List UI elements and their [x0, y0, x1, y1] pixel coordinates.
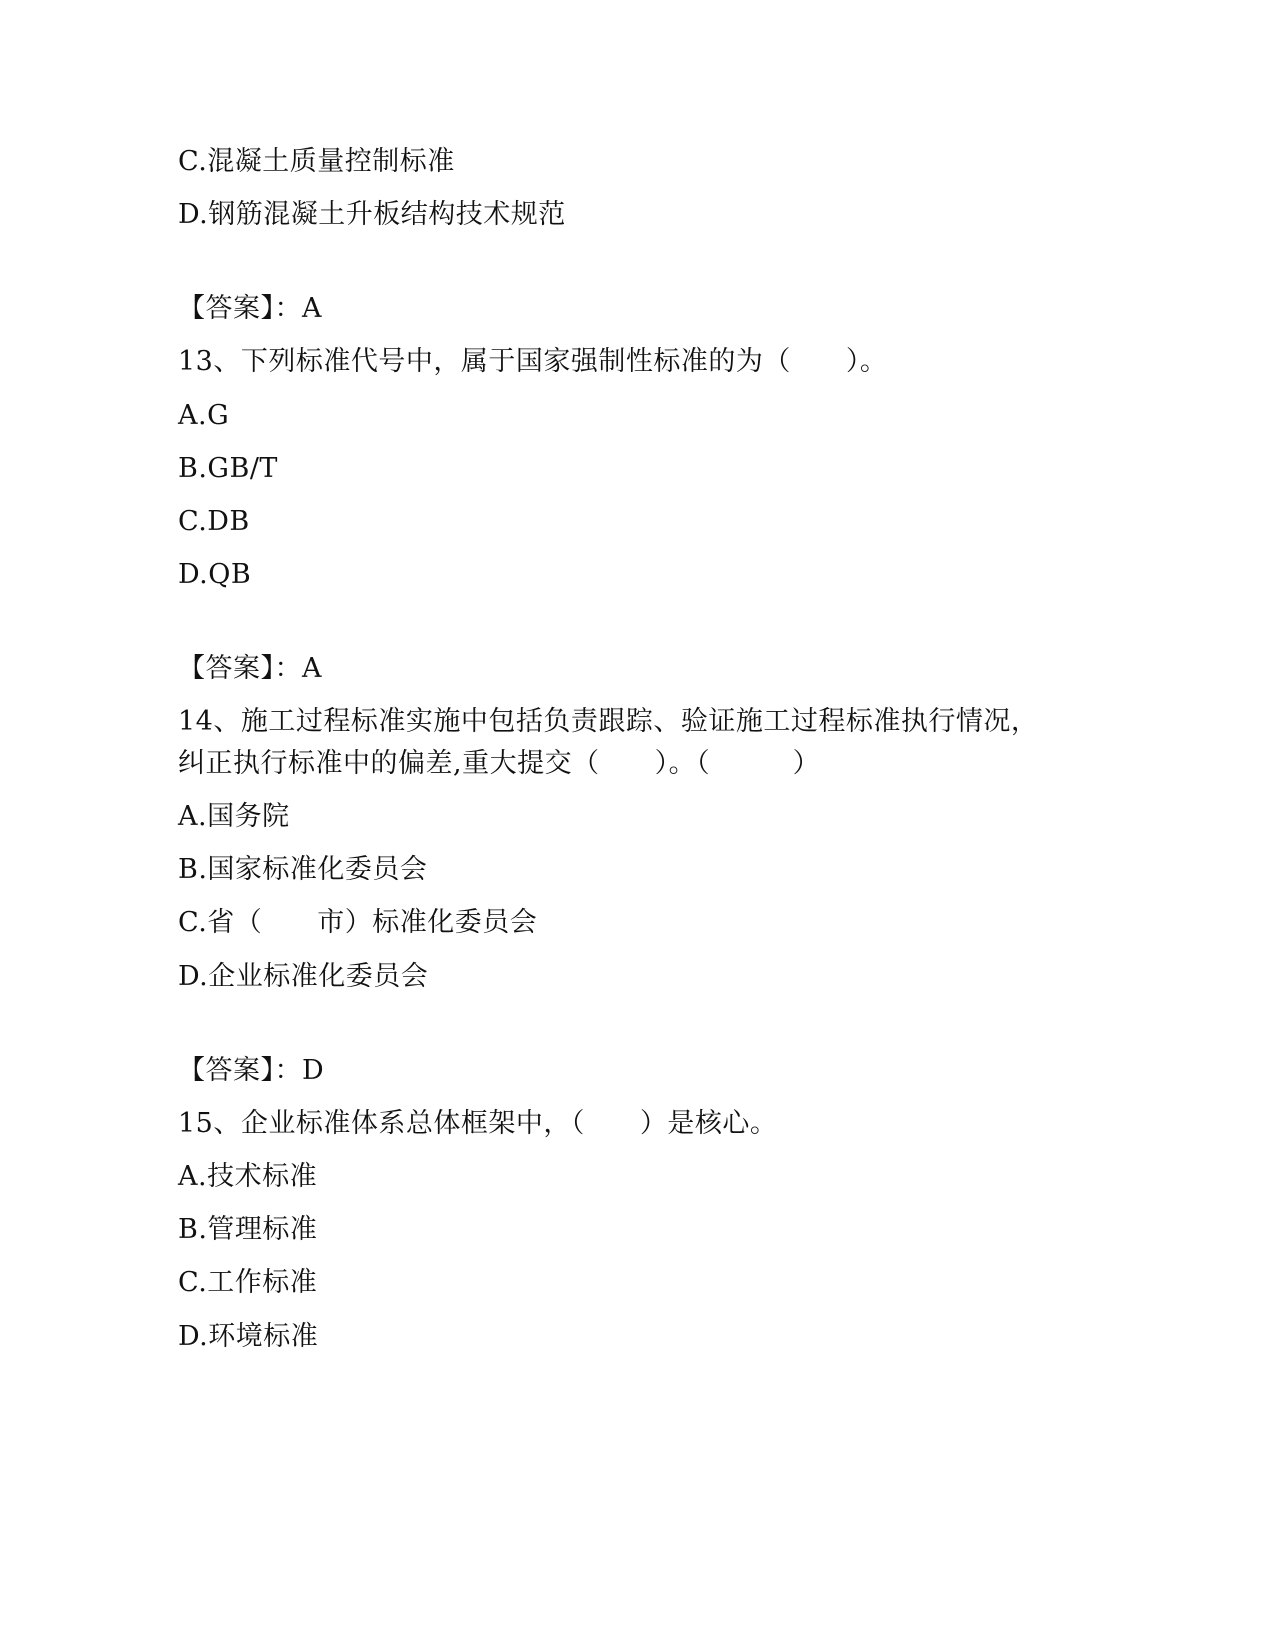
option-c: C.工作标准 [178, 1267, 318, 1298]
option-b: B.管理标准 [178, 1214, 318, 1245]
option-b: B.国家标准化委员会 [178, 854, 428, 885]
option-d: D.钢筋混凝土升板结构技术规范 [178, 199, 566, 230]
answer-line: 【答案】：A [178, 293, 322, 324]
option-c: C.省（ 市）标准化委员会 [178, 907, 538, 938]
question-title: 15、企业标准体系总体框架中，（ ）是核心。 [178, 1108, 778, 1139]
option-d: D.企业标准化委员会 [178, 961, 429, 992]
option-c: C.DB [178, 506, 250, 537]
option-a: A.G [178, 400, 230, 431]
option-c: C.混凝土质量控制标准 [178, 146, 455, 177]
question-title-continued: 纠正执行标准中的偏差,重大提交（ ）。（ ） [178, 748, 821, 779]
option-b: B.GB/T [178, 453, 278, 484]
option-a: A.技术标准 [178, 1161, 318, 1192]
option-a: A.国务院 [178, 801, 290, 832]
question-title: 14、施工过程标准实施中包括负责跟踪、验证施工过程标准执行情况， [178, 706, 1039, 737]
answer-line: 【答案】：D [178, 1055, 325, 1086]
option-d: D.环境标准 [178, 1321, 319, 1352]
question-title: 13、下列标准代号中，属于国家强制性标准的为（ ）。 [178, 346, 888, 377]
option-d: D.QB [178, 559, 252, 590]
answer-line: 【答案】：A [178, 653, 322, 684]
